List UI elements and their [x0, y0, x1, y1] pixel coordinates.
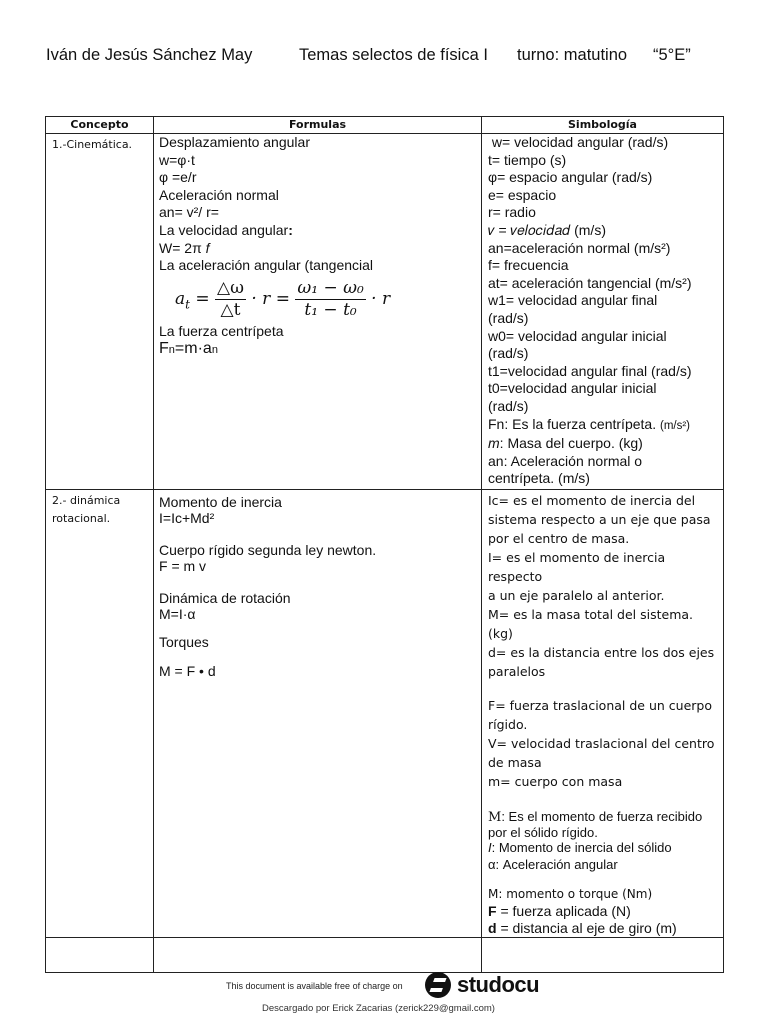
concept-cell: 2.- dinámica rotacional. [46, 490, 154, 938]
shift-label: turno: matutino [517, 46, 628, 64]
formula-line [159, 222, 477, 240]
symbol-line [488, 809, 719, 825]
symbol-line: φ= espacio angular (rad/s) [488, 169, 653, 186]
equation-operator: = [189, 288, 216, 309]
symbol-line [488, 903, 719, 920]
symbology-cell [482, 134, 724, 490]
symbol-text: = distancia al eje de giro (m) [496, 920, 677, 936]
formula-text: =m·a [174, 340, 212, 358]
fraction-denominator: t₁ − t₀ [304, 299, 357, 320]
symbol-line: f= frecuencia [488, 257, 569, 274]
symbol-line: m= cuerpo con masa [488, 774, 623, 789]
symbol-line: rígido. [488, 717, 528, 732]
header-symbology: Simbología [482, 117, 724, 134]
symbol-line: M= es la masa total del sistema. (kg) [488, 607, 694, 641]
download-notice: Descargado por Erick Zacarias (zerick229@gmail.com) [262, 1003, 495, 1014]
formula-line: La fuerza centrípeta [159, 322, 284, 339]
table-row [46, 490, 724, 938]
student-name: Iván de Jesús Sánchez May [46, 46, 253, 64]
formula-subscript: n [168, 344, 175, 357]
formula-subscript: n [211, 344, 218, 357]
formula-line: Desplazamiento angular [159, 134, 310, 150]
formula-line: La aceleración angular (tangencial [159, 257, 374, 274]
equation-symbol: a [175, 288, 186, 309]
symbol-text: Fn: Es la fuerza centrípeta. [488, 415, 660, 432]
symbol-line: w= velocidad angular (rad/s) [488, 134, 669, 150]
symbol-line [488, 435, 719, 453]
table-header-row [46, 117, 724, 134]
studocu-logo[interactable] [425, 970, 539, 1000]
symbol-line: de masa [488, 755, 542, 770]
symbol-line: M: momento o torque (Nm) [488, 887, 653, 901]
header-concept: Concepto [46, 117, 154, 134]
studocu-wordmark: studocu [457, 972, 540, 997]
symbol-text: = fuerza aplicada (N) [496, 903, 631, 919]
symbol-line: t0=velocidad angular inicial [488, 380, 657, 397]
group-label: “5°E” [653, 46, 691, 64]
formula-line [159, 340, 477, 360]
symbol-line [488, 840, 719, 855]
formula-line: Aceleración normal [159, 186, 279, 203]
equation-operator: · r [365, 288, 391, 309]
symbol-line: e= espacio [488, 186, 557, 203]
header-formulas: Formulas [154, 117, 482, 134]
symbol-line [488, 416, 719, 436]
symbol-line [488, 920, 719, 937]
symbol-text: : Momento de inercia del sólido [491, 840, 672, 855]
formula-line: F = m v [159, 558, 207, 574]
table-row [46, 938, 724, 973]
symbol-line: an: Aceleración normal o [488, 452, 643, 469]
symbol-line: paralelos [488, 664, 546, 679]
symbol-variable: I [488, 840, 492, 855]
formula-line: Torques [159, 634, 209, 650]
formulas-cell [154, 490, 482, 938]
symbol-unit: (m/s²) [659, 419, 690, 432]
symbol-variable: m [488, 435, 500, 452]
equation-operator: · r = [245, 288, 296, 309]
table-row [46, 134, 724, 490]
symbol-line: (rad/s) [488, 397, 529, 414]
symbol-line: an=aceleración normal (m/s²) [488, 239, 671, 256]
symbol-line: d= es la distancia entre los dos ejes [488, 645, 715, 660]
symbol-line: (rad/s) [488, 345, 529, 362]
formula-line: Cuerpo rígido segunda ley newton. [159, 542, 377, 558]
tangential-acceleration-equation [175, 278, 477, 321]
symbol-text: : Masa del cuerpo. (kg) [499, 435, 643, 452]
symbol-line: por el centro de masa. [488, 531, 630, 546]
symbol-line: sistema respecto a un eje que pasa [488, 512, 711, 527]
symbol-line: 𝑣 = 𝑣𝑒𝑙𝑜𝑐𝑖𝑑𝑎𝑑 (m/s) [488, 221, 606, 238]
symbol-line: w0= velocidad angular inicial [488, 327, 667, 344]
symbol-variable: M [488, 810, 502, 825]
studocu-logo-icon [425, 972, 451, 998]
symbol-variable: F [488, 903, 497, 919]
formulas-cell [154, 134, 482, 490]
formula-line [159, 240, 477, 258]
symbol-line: a un eje paralelo al anterior. [488, 588, 665, 603]
symbol-line: at= aceleración tangencial (m/s²) [488, 274, 692, 291]
symbol-line: t= tiempo (s) [488, 151, 567, 168]
empty-cell [46, 938, 154, 973]
formula-line: Momento de inercia [159, 494, 282, 510]
empty-cell [154, 938, 482, 973]
formula-text: W= 2π [159, 239, 206, 256]
symbol-line: Ic= es el momento de inercia del [488, 493, 696, 508]
symbol-line: V= velocidad traslacional del centro [488, 736, 715, 751]
formula-colon: : [288, 221, 293, 238]
symbol-line: w1= velocidad angular final [488, 292, 658, 309]
symbol-variable: d [488, 920, 497, 936]
concept-cell: 1.-Cinemática. [46, 134, 154, 490]
availability-notice: This document is available free of charge on [226, 981, 403, 991]
equation-fraction [295, 278, 365, 321]
formula-line: φ =e/r [159, 169, 197, 186]
formula-text: F [159, 340, 169, 358]
symbol-text: : Es el momento de fuerza recibido [501, 809, 703, 824]
symbol-line: F= fuerza traslacional de un cuerpo [488, 698, 712, 713]
formula-line: w=φ·t [159, 151, 195, 168]
symbol-line: por el sólido rígido. [488, 825, 598, 840]
formula-line: an= v²/ r= [159, 204, 219, 221]
formula-table [45, 116, 724, 973]
formula-line: M=I·α [159, 606, 196, 622]
symbol-line: I= es el momento de inercia respecto [488, 550, 666, 584]
empty-cell [482, 938, 724, 973]
formula-line: I=Ic+Md² [159, 510, 215, 526]
fraction-numerator: △ω [217, 277, 244, 298]
symbol-line: r= radio [488, 204, 536, 221]
equation-subscript: t [185, 297, 190, 312]
formula-line: Dinámica de rotación [159, 590, 291, 606]
symbol-line: centrípeta. (m/s) [488, 470, 590, 487]
symbology-cell [482, 490, 724, 938]
formula-variable: f [205, 239, 210, 256]
fraction-denominator: △t [220, 299, 241, 320]
symbol-line: t1=velocidad angular final (rad/s) [488, 362, 692, 379]
equation-fraction [215, 278, 246, 321]
formula-text: La velocidad angular [159, 221, 289, 238]
formula-line: M = F • d [159, 663, 216, 679]
fraction-numerator: ω₁ − ω₀ [297, 277, 364, 298]
symbol-line: (rad/s) [488, 309, 529, 326]
subject-name: Temas selectos de física I [299, 46, 488, 64]
symbol-line: α: Aceleración angular [488, 857, 618, 872]
